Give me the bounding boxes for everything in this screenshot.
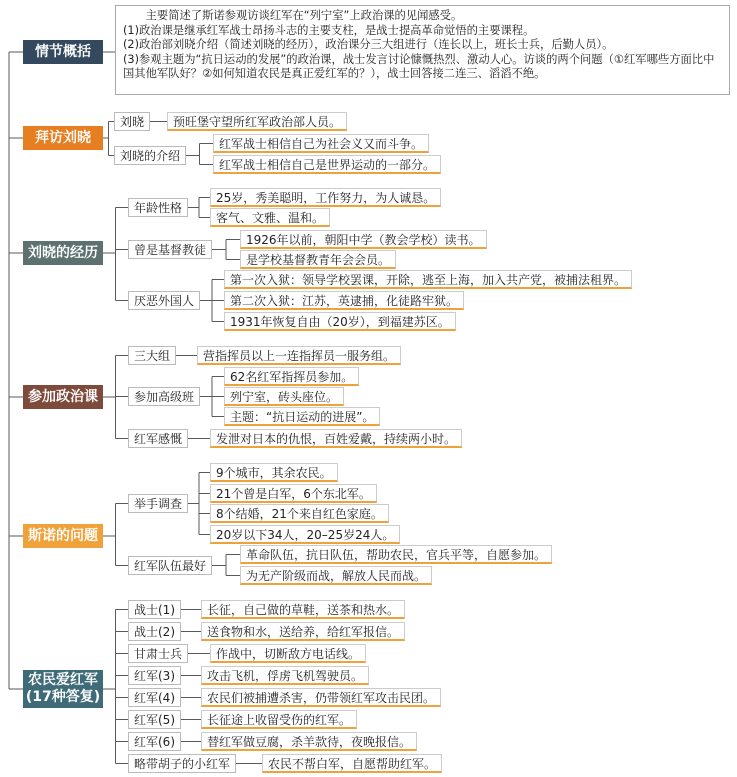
leaf-love-1: 送食物和水，送给养，给红军报信。 xyxy=(201,622,405,641)
main-node-love[interactable]: 农民爱红军 (17种答复) xyxy=(23,670,103,708)
main-node-plot[interactable]: 情节概括 xyxy=(23,40,103,64)
leaf-survey-3: 20岁以下34人，20–25岁24人。 xyxy=(210,525,400,544)
leaf-liuxiao-0: 预旺堡守望所红军政治部人员。 xyxy=(167,112,347,131)
sub-love-0[interactable]: 战士(1) xyxy=(128,600,181,619)
summary-line: (3)参观主题为“抗日运动的发展”的政治课，战士发言讨论慷慨热烈、激动人心。访谈的两个问题（①红军哪些方面比中国其他军队好？②如何知道农民是真正爱红军的？），战士回答接二连三、滔滔不绝。 xyxy=(123,52,715,81)
leaf-christian-1: 是学校基督教青年会会员。 xyxy=(240,250,396,269)
leaf-prison-1: 第二次入狱：江苏，英逮捕，化徒路牢狱。 xyxy=(224,291,464,310)
sub-love-2[interactable]: 甘肃士兵 xyxy=(128,644,188,663)
sub-intro[interactable]: 刘晓的介绍 xyxy=(114,146,186,165)
sub-groups[interactable]: 三大组 xyxy=(128,346,176,365)
main-node-class[interactable]: 参加政治课 xyxy=(23,385,103,409)
leaf-love-5: 长征途上收留受伤的红军。 xyxy=(201,710,357,729)
leaf-survey-0: 9个城市，其余农民。 xyxy=(210,463,338,482)
leaf-advanced-1: 列宁室，砖头座位。 xyxy=(224,387,344,406)
main-node-visit[interactable]: 拜访刘晓 xyxy=(23,126,103,150)
leaf-groups-0: 营指挥员以上一连指挥员一服务组。 xyxy=(197,346,401,365)
leaf-best-0: 革命队伍，抗日队伍，帮助农民，官兵平等，自愿参加。 xyxy=(240,545,552,564)
leaf-age-1: 客气、文雅、温和。 xyxy=(210,208,330,227)
leaf-feeling-0: 发泄对日本的仇恨，百姓爱戴，持续两小时。 xyxy=(210,429,462,448)
sub-love-4[interactable]: 红军(4) xyxy=(128,688,181,707)
sub-love-3[interactable]: 红军(3) xyxy=(128,666,181,685)
sub-love-6[interactable]: 红军(6) xyxy=(128,732,181,751)
sub-christian[interactable]: 曾是基督教徒 xyxy=(128,240,212,259)
leaf-prison-0: 第一次入狱：领导学校罢课，开除，逃至上海，加入共产党，被捕法租界。 xyxy=(224,270,632,289)
leaf-intro-1: 红军战士相信自己是世界运动的一部分。 xyxy=(213,155,441,174)
sub-age[interactable]: 年龄性格 xyxy=(128,198,188,217)
sub-best[interactable]: 红军队伍最好 xyxy=(128,556,212,575)
leaf-advanced-0: 62名红军指挥员参加。 xyxy=(224,367,359,386)
summary-line: (1)政治课是继承红军战士昂扬斗志的主要支柱，是战士提高革命觉悟的主要课程。 xyxy=(123,23,535,37)
leaf-best-1: 为无产阶级而战，解放人民而战。 xyxy=(240,566,432,585)
leaf-love-6: 替红军做豆腐，杀羊款待，夜晚报信。 xyxy=(201,732,417,751)
plot-summary-box xyxy=(115,5,730,95)
sub-feeling[interactable]: 红军感慨 xyxy=(128,429,188,448)
leaf-love-0: 长征，自己做的草鞋，送茶和热水。 xyxy=(201,600,405,619)
leaf-love-7: 农民不帮白军，自愿帮助红军。 xyxy=(262,754,442,773)
leaf-survey-1: 21个曾是白军，6个东北军。 xyxy=(210,484,377,503)
leaf-advanced-2: 主题：“抗日运动的进展”。 xyxy=(224,407,380,426)
leaf-love-3: 攻击飞机，俘虏飞机驾驶员。 xyxy=(201,666,369,685)
leaf-love-2: 作战中，切断敌方电话线。 xyxy=(210,644,366,663)
sub-prison[interactable]: 厌恶外国人 xyxy=(128,291,200,310)
sub-love-7[interactable]: 略带胡子的小红军 xyxy=(128,754,236,773)
sub-love-5[interactable]: 红军(5) xyxy=(128,710,181,729)
leaf-christian-0: 1926年以前，朝阳中学（教会学校）读书。 xyxy=(240,230,487,249)
sub-survey[interactable]: 举手调查 xyxy=(128,494,188,513)
leaf-survey-2: 8个结婚，21个来自红色家庭。 xyxy=(210,504,389,523)
summary-line: (2)政治部刘晓介绍（简述刘晓的经历），政治课分三大组进行（连长以上，班长士兵，后勤人员）。 xyxy=(123,38,614,52)
sub-liuxiao[interactable]: 刘晓 xyxy=(114,112,150,131)
sub-love-1[interactable]: 战士(2) xyxy=(128,622,181,641)
leaf-love-4: 农民们被捕遭杀害，仍带领红军攻击民团。 xyxy=(201,688,441,707)
leaf-intro-0: 红军战士相信自己为社会义又而斗争。 xyxy=(213,134,429,153)
leaf-age-0: 25岁，秀美聪明，工作努力，为人诚恳。 xyxy=(210,188,441,207)
leaf-prison-2: 1931年恢复自由（20岁），到福建苏区。 xyxy=(224,312,456,331)
main-node-questions[interactable]: 斯诺的问题 xyxy=(23,524,103,548)
summary-line: 主要简述了斯诺参观访谈红军在“列宁室”上政治课的见闻感受。 xyxy=(145,9,463,22)
sub-advanced[interactable]: 参加高级班 xyxy=(128,387,200,406)
main-node-bio[interactable]: 刘晓的经历 xyxy=(23,241,103,265)
